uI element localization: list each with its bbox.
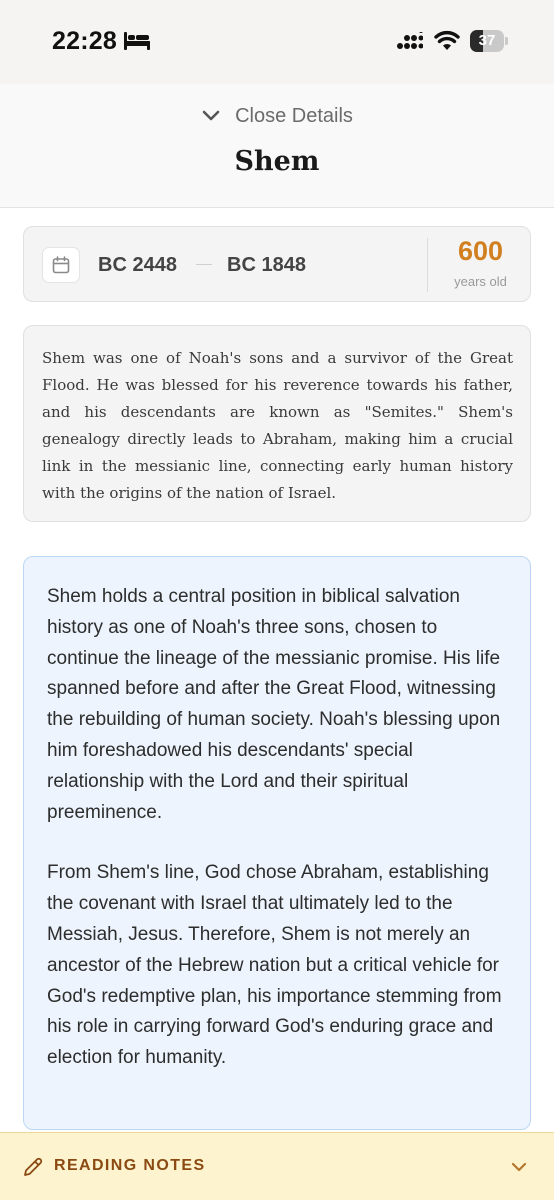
pencil-icon — [22, 1156, 44, 1178]
details-header — [0, 84, 554, 208]
wifi-icon — [434, 29, 460, 51]
close-details-label: Close Details — [235, 104, 353, 127]
calendar-badge — [42, 247, 80, 283]
lifespan-card — [23, 226, 531, 302]
significance-paragraph-1: Shem holds a central position in biblical salvation history as one of Noah's three sons, chosen to continue the lineage of the messianic promise. His life spanned before and after the Great Flood, witnessing the rebuilding of human society. Noah's blessing upon him foreshadowed his descendants' special relationship with the Lord and their spiritual preeminence. — [47, 586, 501, 823]
status-time: 22:28 — [52, 27, 117, 55]
reading-notes-label: READING NOTES — [54, 1157, 206, 1174]
chevron-down-icon — [511, 1161, 527, 1173]
calendar-icon — [52, 256, 70, 274]
signal-icon — [397, 32, 423, 50]
summary-text: Shem was one of Noah's sons and a survivor of the Great Flood. He was blessed for his reverence towards his father, and his descendants are known as "Semites." Shem's genealogy directly leads to Abraham, making him a crucial link in the messianic line, connecting early human history with the origins of the nation of Israel. — [42, 349, 513, 502]
significance-card — [23, 556, 531, 1130]
birth-date: BC 2448 — [98, 254, 177, 276]
significance-paragraph-2: From Shem's line, God chose Abraham, establishing the covenant with Israel that ultimately led to the Messiah, Jesus. Therefore, Shem is not merely an ancestor of the Hebrew nation but a critical vehicle for God's redemptive plan, his importance stemming from his role in carrying forward God's enduring grace and election for humanity. — [47, 862, 502, 1069]
battery-indicator — [470, 30, 508, 52]
close-details-button[interactable] — [0, 102, 554, 130]
chevron-down-icon — [201, 109, 221, 123]
divider — [427, 238, 428, 292]
age-label: years old — [454, 274, 507, 289]
date-separator — [196, 264, 212, 265]
bed-icon — [124, 32, 150, 50]
page-title: Shem — [234, 146, 320, 177]
battery-level: 37 — [478, 32, 496, 49]
death-date: BC 1848 — [227, 254, 306, 276]
age-value: 600 — [457, 236, 504, 266]
status-bar — [0, 0, 554, 84]
summary-card — [23, 325, 531, 522]
reading-notes-toggle[interactable] — [0, 1132, 554, 1200]
